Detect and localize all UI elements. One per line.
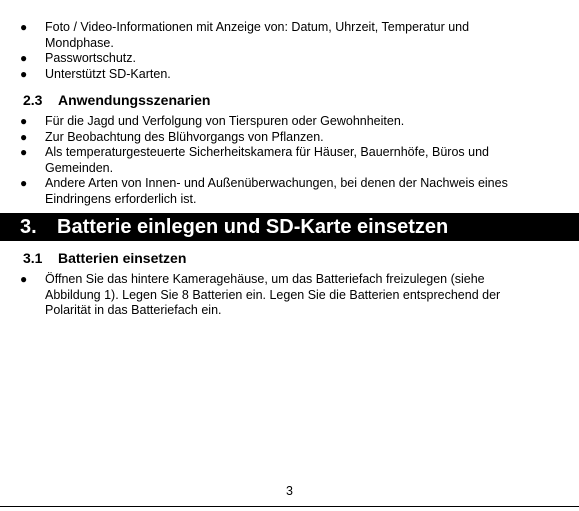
list-item [0, 272, 555, 319]
bullet-icon: ● [20, 176, 28, 190]
section-heading-2-3 [23, 92, 210, 108]
list-item [0, 67, 555, 83]
page-number: 3 [286, 484, 293, 498]
list-item [0, 130, 555, 146]
footer-divider [0, 506, 579, 507]
chapter-number: 3. [20, 216, 37, 238]
bullet-icon: ● [20, 272, 28, 286]
list-item-text: Foto / Video-Informationen mit Anzeige von: Datum, Uhrzeit, Temperatur und Mondphase. [45, 20, 470, 50]
list-item-text: Als temperaturgesteuerte Sicherheitskamera für Häuser, Bauernhöfe, Büros und Gemeinden. [45, 145, 489, 175]
list-item-text: Unterstützt SD-Karten. [45, 66, 171, 81]
section-title: Batterien einsetzen [58, 250, 187, 266]
bullet-icon: ● [20, 114, 28, 128]
list-item-text: Öffnen Sie das hintere Kameragehäuse, um das Batteriefach freizulegen (siehe Abbildung 1). Legen Sie 8 Batterien ein. Legen Sie die Batterien entsprechend der Polarität in das Batteriefach ein. [45, 272, 501, 317]
list-item-text: Passwortschutz. [45, 51, 137, 65]
list-item-text: Zur Beobachtung des Blühvorgangs von Pflanzen. [45, 129, 324, 144]
list-item [0, 20, 555, 51]
list-item-text: Andere Arten von Innen- und Außenüberwachungen, bei denen der Nachweis eines Eindringens erforderlich ist. [45, 176, 508, 206]
usage-scenarios-list [0, 114, 555, 207]
section-title: Anwendungsszenarien [58, 92, 211, 108]
chapter-title: Batterie einlegen und SD-Karte einsetzen [57, 216, 449, 238]
bullet-icon: ● [20, 66, 28, 81]
bullet-icon: ● [20, 20, 28, 34]
section-heading-3-1 [23, 250, 186, 266]
list-item [0, 51, 555, 67]
bullet-icon: ● [20, 51, 28, 65]
battery-instructions-list [0, 272, 555, 319]
list-item [0, 176, 555, 207]
chapter-heading-bar [0, 213, 579, 241]
list-item-text: Für die Jagd und Verfolgung von Tierspuren oder Gewohnheiten. [45, 114, 405, 128]
bullet-icon: ● [20, 129, 28, 144]
bullet-icon: ● [20, 145, 28, 159]
section-number: 2.3 [23, 92, 43, 108]
list-item [0, 145, 555, 176]
list-item [0, 114, 555, 130]
section-number: 3.1 [23, 250, 43, 266]
intro-feature-list [0, 20, 555, 82]
